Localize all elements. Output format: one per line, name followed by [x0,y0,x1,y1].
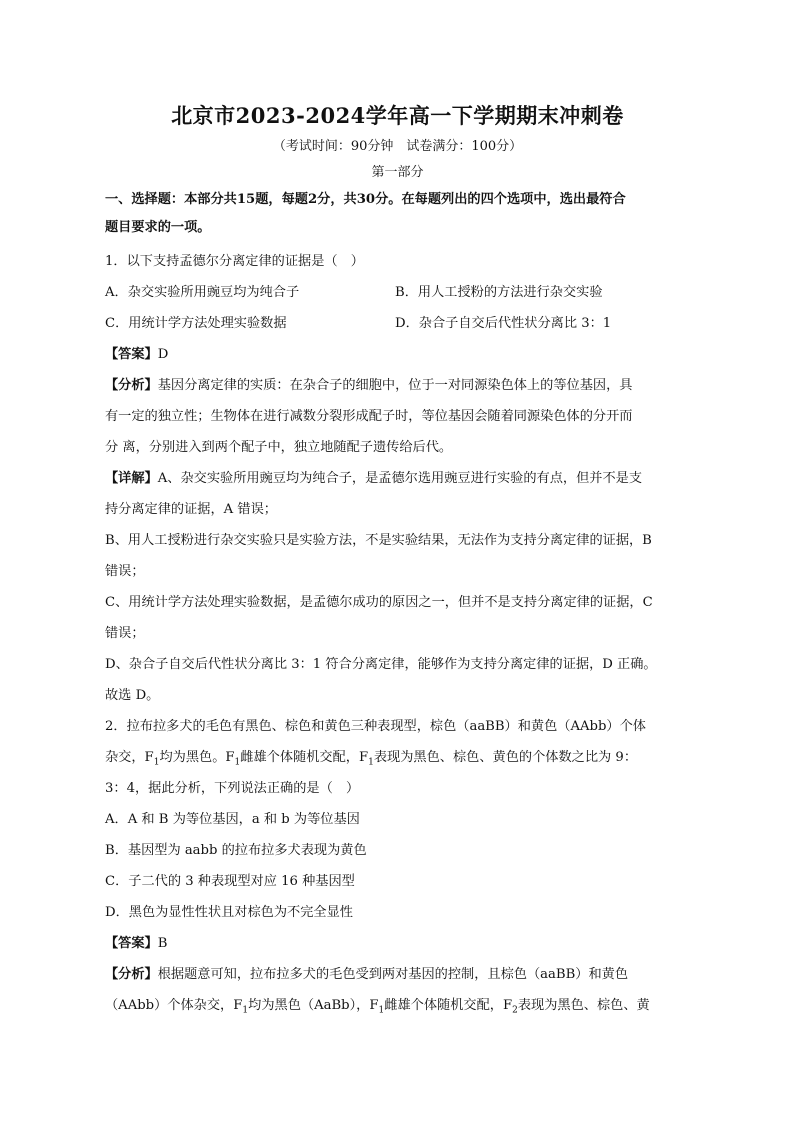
option-c: C．用统计学方法处理实验数据 [105,316,287,331]
options-row [105,308,690,339]
question-2 [105,711,690,1021]
analysis-label: 【分析】 [105,378,158,393]
analysis-label: 【分析】 [105,967,158,982]
detail-label: 【详解】 [105,471,158,486]
option-d: D．黑色为显性性状且对棕色为不完全显性 [105,905,353,920]
stem-text: 雌雄个体随机交配，F [240,750,369,765]
subscript: 1 [234,757,241,768]
analysis-text: （AAbb）个体杂交，F [105,998,243,1013]
detail-text: 故选 D。 [105,688,160,703]
analysis-text [105,990,690,1021]
analysis-text: 基因分离定律的实质：在杂合子的细胞中，位于一对同源染色体上的等位基因，具 [157,378,633,393]
answer-line [105,339,690,370]
option-b: B．用人工授粉的方法进行杂交实验 [395,285,603,300]
stem-text: 杂交，F [105,750,154,765]
detail-line [105,463,690,494]
stem-text: 表现为黑色、棕色、黄色的个体数之比为 9： [373,750,638,765]
part-heading: 第一部分 [371,165,424,180]
question-stem: 3：4，据此分析，下列说法正确的是（ ） [105,781,360,796]
question-1 [105,246,690,711]
options-row [105,277,690,308]
analysis-line [105,959,690,990]
option-c: C．子二代的 3 种表现型对应 16 种基因型 [105,874,355,889]
analysis-text: 均为黑色（AaBb），F [248,998,379,1013]
analysis-line [105,370,690,401]
option-a: A．杂交实验所用豌豆均为纯合子 [105,285,300,300]
exam-title: 北京市2023-2024学年高一下学期期末冲刺卷 [171,103,624,128]
detail-text: C、用统计学方法处理实验数据，是孟德尔成功的原因之一，但并不是支持分离定律的证据，C [105,595,653,610]
exam-subtitle: （考试时间：90分钟 试卷满分：100分） [272,139,523,154]
question-stem: 1．以下支持孟德尔分离定律的证据是（ ） [105,254,364,269]
subscript: 1 [153,757,160,768]
answer-line [105,928,690,959]
analysis-text: 表现为黑色、棕色、黄 [517,998,650,1013]
analysis-text: 有一定的独立性；生物体在进行减数分裂形成配子时，等位基因会随着同源染色体的分开而 [105,409,633,424]
answer-value: D [157,347,169,362]
stem-text: 均为黑色。F [159,750,235,765]
option-a: A．A 和 B 为等位基因，a 和 b 为等位基因 [105,812,360,827]
question-stem [105,742,690,773]
section-instructions [105,186,690,242]
analysis-text: 根据题意可知，拉布拉多犬的毛色受到两对基因的控制，且棕色（aaBB）和黄色 [157,967,629,982]
section-line: 题目要求的一项。 [105,220,211,235]
detail-text: B、用人工授粉进行杂交实验只是实验方法，不是实验结果，无法作为支持分离定律的证据，B [105,533,652,548]
detail-text: 错误； [105,626,145,641]
detail-text: 错误； [105,564,145,579]
answer-label: 【答案】 [105,936,158,951]
analysis-text: 分 离，分别进入到两个配子中，独立地随配子遗传给后代。 [105,440,453,455]
detail-text: D、杂合子自交后代性状分离比 3：1 符合分离定律，能够作为支持分离定律的证据，D 正确。 [105,657,657,672]
question-stem: 2．拉布拉多犬的毛色有黑色、棕色和黄色三种表现型，棕色（aaBB）和黄色（AAbb）个体 [105,719,646,734]
analysis-text: 雌雄个体随机交配，F [384,998,513,1013]
subscript: 1 [242,1005,249,1016]
option-b: B．基因型为 aabb 的拉布拉多犬表现为黄色 [105,843,367,858]
subscript: 1 [378,1005,385,1016]
exam-page [105,102,690,1021]
option-d: D．杂合子自交后代性状分离比 3：1 [395,316,612,331]
subscript: 1 [368,757,374,768]
subscript: 2 [512,1005,518,1016]
answer-label: 【答案】 [105,347,158,362]
detail-text: 持分离定律的证据，A 错误； [105,502,277,517]
section-line: 一、选择题：本部分共15题，每题2分，共30分。在每题列出的四个选项中，选出最符合 [105,192,626,207]
answer-value: B [157,936,168,951]
detail-text: A、杂交实验所用豌豆均为纯合子，是孟德尔选用豌豆进行实验的有点，但并不是支 [157,471,643,486]
